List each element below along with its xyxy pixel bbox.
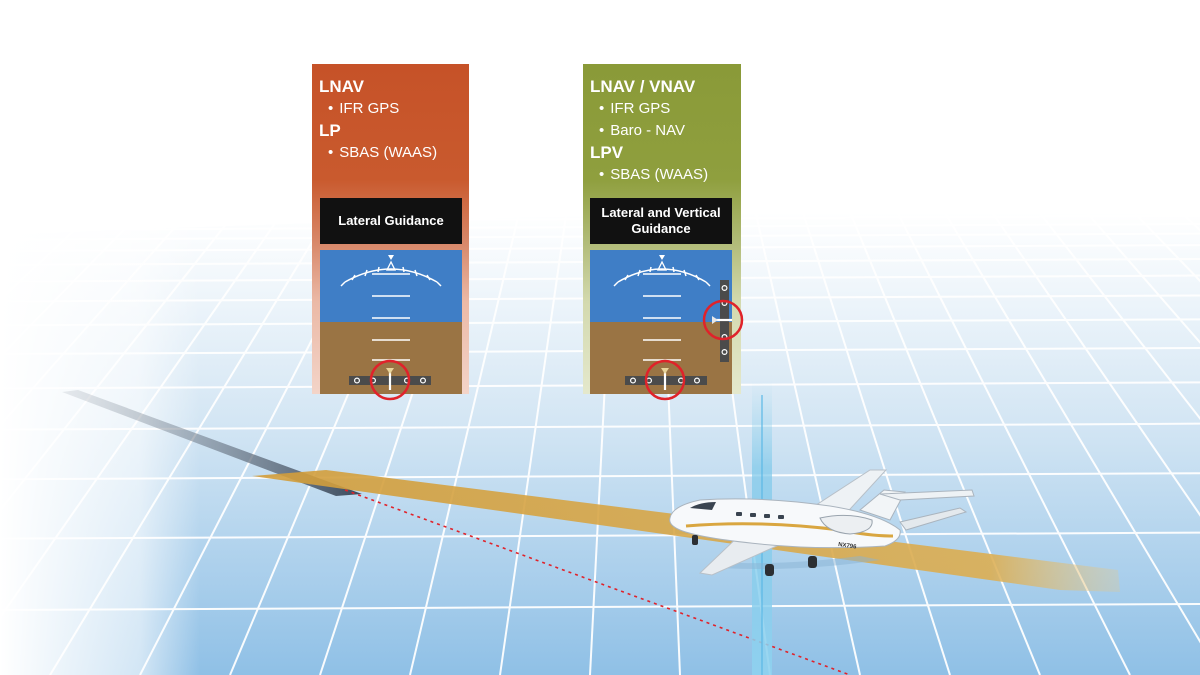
panel-item-baro-nav: • Baro - NAV <box>590 120 708 142</box>
attitude-indicator-left <box>320 250 462 394</box>
panel-heading-lnav-vnav: LNAV / VNAV <box>590 77 696 96</box>
bank-scale <box>614 255 710 286</box>
bank-scale <box>341 255 441 286</box>
panel-heading-lp: LP <box>319 121 341 140</box>
lateral-vertical-guidance-label: Lateral and Vertical Guidance <box>590 198 732 244</box>
pitch-ladder <box>643 274 681 360</box>
lnav-lp-panel <box>312 64 469 394</box>
lateral-deviation-scale <box>349 368 431 390</box>
panel-heading-lnav: LNAV <box>319 77 365 96</box>
panel-item-sbas: • SBAS (WAAS) <box>319 142 437 164</box>
panel-item-sbas: • SBAS (WAAS) <box>590 164 708 186</box>
panel-item-ifr-gps: • IFR GPS <box>319 98 437 120</box>
lateral-deviation-scale <box>625 368 707 390</box>
panel-item-ifr-gps: • IFR GPS <box>590 98 708 120</box>
left-fade <box>0 200 200 675</box>
panel-heading-lpv: LPV <box>590 143 624 162</box>
lateral-guidance-label: Lateral Guidance <box>320 198 462 244</box>
pitch-ladder <box>372 274 410 360</box>
tail-number: NX796 <box>837 542 857 551</box>
attitude-indicator-right <box>590 250 732 394</box>
lnav-vnav-lpv-panel <box>583 64 741 394</box>
vertical-deviation-scale <box>712 280 732 362</box>
